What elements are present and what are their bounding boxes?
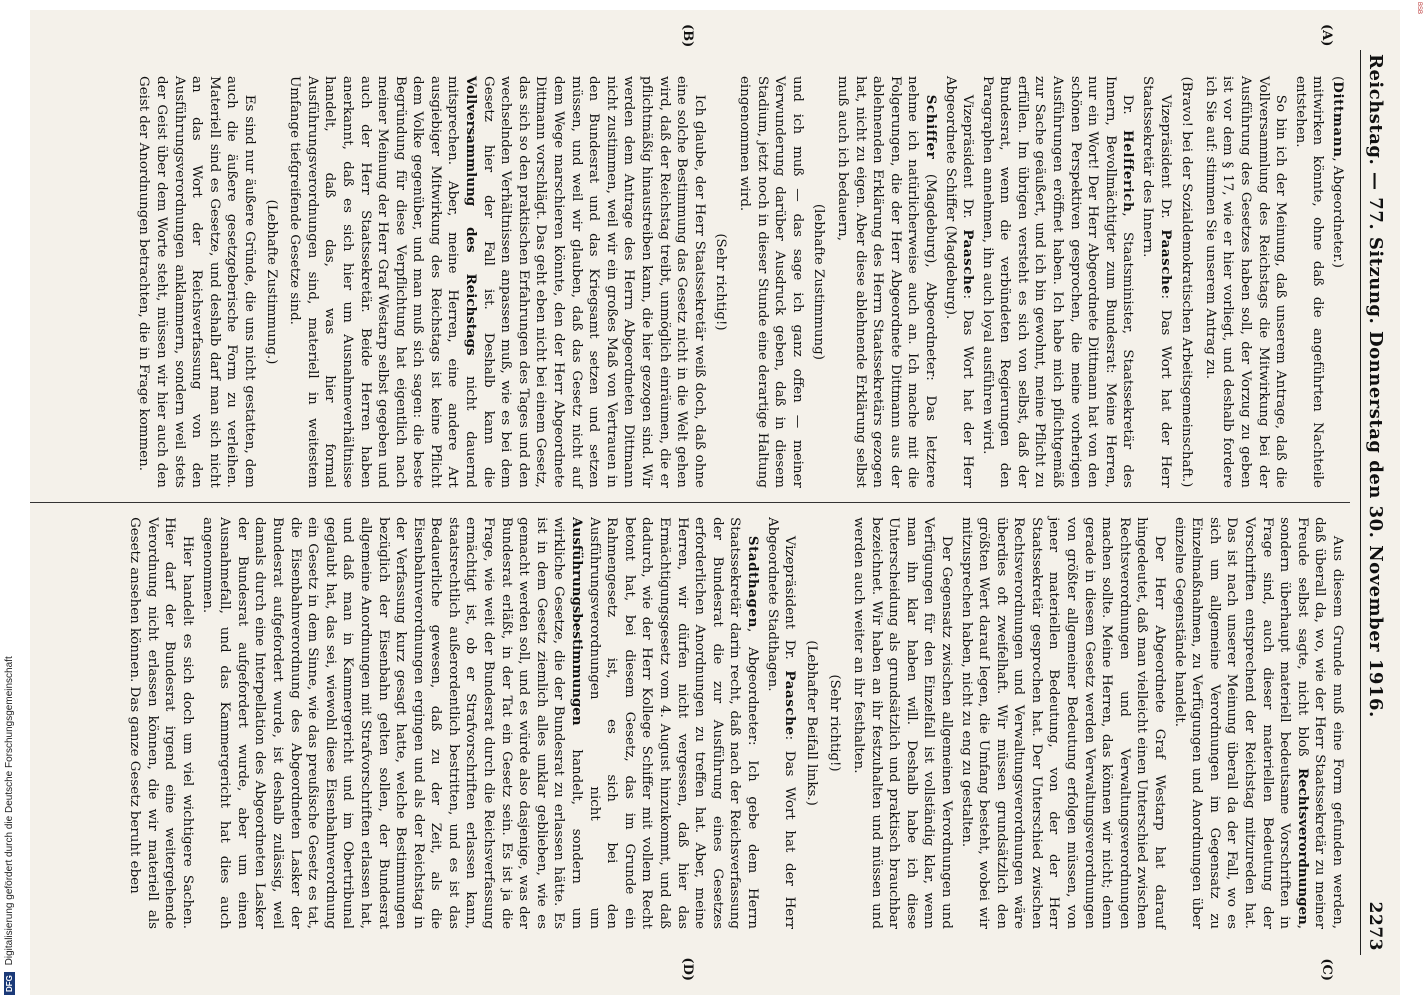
paragraph: Dr. Helfferich, Staatsminister, Staatssekretär des Innern, Bevollmächtigter zum Bundesrat: Meine Herren, nur ein Wort! Der Herr Abgeordnete Dittmann hat von den schönen Perspektiven gesprochen, die meine vorherigen Ausführungen eröffnet haben. Ich habe mich pflichtgemäß zur Sache geäußert, und ich bin gewohnt, meine Pflicht zu erfüllen. Im übrigen versteht es sich von selbst, daß der Bundesrat, wenn die verbündeten Regierungen den Paragraphen annehmen, ihn auch loyal ausführen wird. [979,76,1137,488]
speaker-name: Stadthagen [745,535,761,628]
paragraph: (Sehr richtig!) [827,674,843,772]
paragraph: Vizepräsident Dr. Paasche: Das Wort hat der Herr Abgeordnete Schiffer (Magdeburg). [942,76,977,488]
library-stamp: BSB [1416,2,1422,15]
emphasized-term: Vollversammlung des Reichstags [463,76,480,356]
paragraph: (Sehr richtig!) [713,233,729,331]
paragraph: So bin ich der Meinung, daß unserem Antrage, daß die Vollversammlung des Reichstags die Mitwirkung bei der Ausführung des Gesetzes haben soll, der Vorzug zu geben ist vor dem § 17, wie er hier vorliegt, und deshalb fordere ich Sie auf: stimmen Sie unserem Antrag zu. [1202,76,1289,488]
paragraph: Hier handelt es sich doch um viel wichtigere Sachen. Hier darf der Bundesrat irgend eine weitergehende Verordnung nicht erlassen können, die wir materiell als Gesetz ansehen können. Das ganze Gesetz beruht eben [127,517,195,929]
running-head-title: Reichstag. — 77. Sitzung. Donnerstag den 30. November 1916. [1365,54,1386,718]
left-column [30,50,1352,502]
paragraph: Stadthagen, Abgeordneter: Ich gebe dem Herrn Staatssekretär darin recht, daß nach der Reichsverfassung der Bundesrat die zur Ausführung eines Gesetzes erforderlichen Anordnungen zu treffen hat. Aber, meine Herren, wir dürfen nicht vergessen, daß hier das Ermächtigungsgesetz vom 4. August hinzukommt, und daß dadurch, wie der Herr Kollege Schiffer mit vollem Recht betont hat, bei diesem Gesetz, das im Grunde ein Rahmengesetz ist, es sich bei den Ausführungsverordnungen nicht um Ausführungsbestimmungen handelt, sondern um wirkliche Gesetze, die der Bundesrat zu erlassen hätte. Es ist in dem Gesetz ziemlich alles unklar geblieben, wie es gemacht werden soll, und es würde also dasjenige, was der Bundesrat erläßt, in der Tat ein Gesetz sein. Es ist ja die Frage, wie weit der Bundesrat durch die Reichsverfassung ermächtigt ist, ob er Strafvorschriften erlassen kann, staatsrechtlich außerordentlich bestritten, und es ist das Bedauerliche gewesen, daß zu der Zeit, als die Eisenbahnverordnungen ergingen und als der Reichstag in der Verfassung kurz gesagt hatte, welche Bestimmungen bezüglich der Eisenbahn gelten sollen, der Bundesrat allgemeine Anordnungen mit Strafvorschriften erlassen hat, und daß man in Kammergericht und im Obertribunal geglaubt hat, das sei, wiewohl diese Eisenbahnverordnung ein Gesetz in dem Sinne, wie das preußische Gesetz es tat, die Eisenbahnverordnung des Abgeordneten Lasker der Bundesrat aufgefordert wurde, ist deshalb zulässig, weil damals durch eine Interpellation des Abgeordneten Lasker der Bundesrat aufgefordert wurde, aber um einen Ausnahmefall, und das Kammergericht hat dies auch angenommen. [199,517,761,929]
speaker-name: Schiffer [922,94,939,160]
right-column [30,503,1352,955]
digitization-note-text: Digitalisierung gefördert durch die Deutsche Forschungsgemeinschaft [4,656,15,966]
paragraph: Ich glaube, der Herr Staatssekretär weiß doch, daß ohne eine solche Bestimmung das Gesetz nicht in die Welt gehen wird, daß der Reichstag treibt, unmöglich einräumen, die er pflichtmäßig hinaustreiben kann, die hier gezogen sind. Wir werden dem Antrage des Herrn Abgeordneten Dittmann nicht zustimmen, weil wir ein großes Maß von Vertrauen in den Bundesrat und das Kriegsamt setzen und setzen müssen, und weil wir glauben, daß das Gesetz nicht auf dem Wege marschieren könnte, den der Herr Abgeordnete Dittmann vorschlägt. Das geht eben nicht bei einem Gesetz, das sich so den praktischen Erfahrungen des Tages und den wechselnden Verhältnissen anpassen muß, wie es bei dem Gesetz hier der Fall ist. Deshalb kann die Vollversammlung des Reichstags nicht dauernd mitsprechen. Aber, meine Herren, eine andere Art ausgiebiger Mitwirkung des Reichstags ist keine Pflicht dem Volke gegenüber, und man muß sich sagen: die beste Begründung für diese Verpflichtung hat eigentlich nach meiner Meinung der Herr Graf Westarp selbst gegeben und auch der Herr Staatssekretär. Beide Herren haben anerkannt, daß es sich hier um Ausnahmeverhältnisse handelt, daß das, was hier formal Ausführungsverordnungen sind, materiell in weitestem Umfange tiefgreifende Gesetze sind. [287,76,707,488]
margin-marker-b: (B) [680,24,695,48]
paragraph: Vizepräsident Dr. Paasche: Das Wort hat der Herr Abgeordnete Stadthagen. [764,517,799,930]
speaker-name: Paasche [960,229,977,295]
paragraph: (Bravo! bei der Sozialdemokratischen Arbeitsgemeinschaft.) [1179,76,1195,488]
paragraph: Der Gegensatz zwischen allgemeinen Verordnungen und Verfügungen für den Einzelfall ist vollständig klar, wenn man ihn klar haben will. Deshalb habe ich diese Unterscheidung als grundsätzlich und praktisch brauchbar bezeichnet. Wir haben an ihr festzuhalten und müssen und werden auch weiter an ihr festhalten. [850,517,954,929]
paragraph: Aus diesem Grunde muß eine Form gefunden werden, daß überall da, wo, wie der Herr Staatssekretär zu meiner Freude selbst sagte, nicht bloß Rechtsverordnungen, sondern überhaupt materiell bedeutsame Vorschriften in Frage sind, auch dieser materiellen Bedeutung der Vorschriften entsprechend der Reichstag mitzureden hat. Das ist nach unserer Meinung überall da der Fall, wo es sich um allgemeine Verordnungen im Gegensatz zu Einzelmaßnahmen, zu Verfügungen und Anordnungen über einzelne Gegenstände handelt. [1171,517,1345,929]
paragraph: Der Herr Abgeordnete Graf Westarp hat darauf hingedeutet, daß man vielleicht einen Unterschied zwischen Rechtsverordnungen und Verwaltungsverordnungen machen sollte. Meine Herren, das können wir nicht; denn gerade in diesem Gesetz werden Verwaltungsverordnungen von größter allgemeiner Bedeutung erfolgen müssen, von jener materiellen Bedeutung, von der der Herr Staatssekretär gesprochen hat. Der Unterschied zwischen Rechtsverordnungen und Verwaltungsverordnungen wäre überdies oft zweifelhaft. Wir müssen grundsätzlich den größten Wert darauf legen, die Umfang besteht, wobei wir mitzusprechen haben, nicht zu eng zu gestalten. [958,517,1168,929]
running-head [1360,50,1386,955]
paragraph: Schiffer (Magdeburg), Abgeordneter: Das letztere nehme ich natürlicherweise auch an. Ich mache mit die Folgerungen, die der Herr Abgeordnete Dittmann aus der ablehnenden Erklärung des Herrn Staatssekretärs gezogen hat, nicht zu eigen. Aber diese ablehnende Erklärung selbst muß auch ich bedauern, [834,76,939,488]
margin-marker-c: (C) [1319,958,1334,981]
paragraph: (Dittmann, Abgeordneter.) [1330,76,1346,268]
scanned-page [30,10,1400,995]
paragraph: Vizepräsident Dr. Paasche: Das Wort hat der Herr Staatssekretär des Innern. [1140,76,1174,488]
speaker-name: Dittmann [1330,81,1346,158]
emphasized-term: Ausführungsbestimmungen [569,517,586,726]
paragraph: mitwirken könnte, ohne daß die angeführten Nachteile entstehen. [1292,76,1326,488]
paragraph: (Lebhafter Beifall links.) [803,640,819,806]
paragraph: (Lebhafte Zustimmung.) [263,199,279,365]
paragraph: und ich muß — das sage ich ganz offen — meiner Verwunderung darüber Ausdruck geben, daß in diesem Stadium, jetzt noch in dieser Stunde eine derartige Haltung eingenommen wird. [737,76,805,488]
paragraph: Es sind nur äußere Gründe, die uns nicht gestatten, dem auch die äußere gesetzgeberische Form zu verleihen. Materiell sind es Gesetze, und deshalb darf man sich nicht an das Wort der Reichsverfassung von den Ausführungsverordnungen anklammern, sondern weil stets der Geist über dem Worte steht, müssen wir hier auch den Geist der Anordnungen betrachten, die in Frage kommen. [136,76,257,488]
paragraph: (lebhafte Zustimmung) [811,203,827,360]
emphasized-term: Rechtsverordnungen [1294,767,1311,925]
text-columns [30,50,1352,955]
dfg-logo: DFG [4,972,15,995]
speaker-name: Paasche [782,670,799,736]
speaker-name: Paasche [1157,229,1174,295]
digitization-note [4,656,15,995]
speaker-name: Helfferich [1120,130,1137,213]
margin-marker-a: (A) [1319,24,1334,47]
page-number: 2273 [1365,901,1385,951]
margin-marker-d: (D) [680,957,695,981]
document-page [30,10,1400,995]
